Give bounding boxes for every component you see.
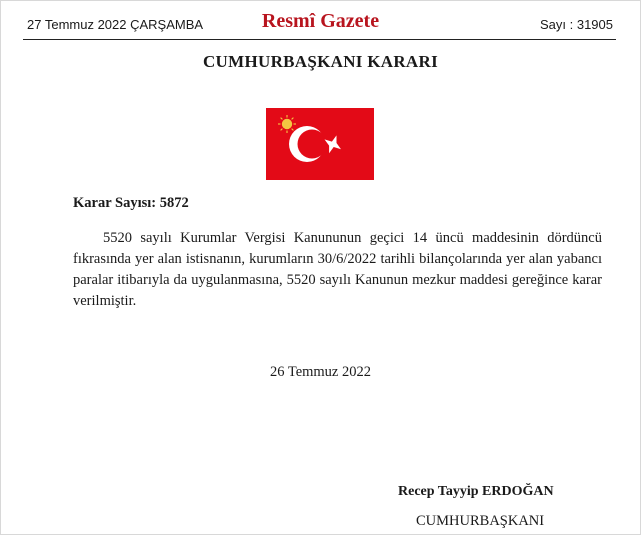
issue-number: Sayı : 31905 — [540, 17, 613, 32]
signatory-given-name: Recep Tayyip — [398, 484, 483, 499]
decision-body — [73, 228, 602, 312]
decision-title: CUMHURBAŞKANI KARARI — [202, 52, 439, 71]
masthead-title: Resmî Gazete — [261, 10, 380, 32]
decision-date: 26 Temmuz 2022 — [269, 364, 371, 380]
signatory-name — [398, 484, 554, 500]
decision-number: Karar Sayısı: 5872 — [73, 195, 189, 211]
header-divider — [23, 39, 616, 40]
signatory-surname: ERDOĞAN — [482, 484, 554, 499]
body-paragraph: 5520 sayılı Kurumlar Vergisi Kanununun geçici 14 üncü maddesinin dördüncü fıkrasında yer alan istisnanın, kurumların 30/6/2022 tarihli bilançolarında yer alan yabancı paralar itibarıyla da uygulanmasına, 5520 sayılı Kanunun mezkur maddesi gereğince karar verilmiştir. — [73, 230, 602, 309]
header-date: 27 Temmuz 2022 ÇARŞAMBA — [27, 17, 204, 32]
signatory-title: CUMHURBAŞKANI — [416, 513, 545, 529]
presidential-flag-icon — [266, 108, 374, 180]
